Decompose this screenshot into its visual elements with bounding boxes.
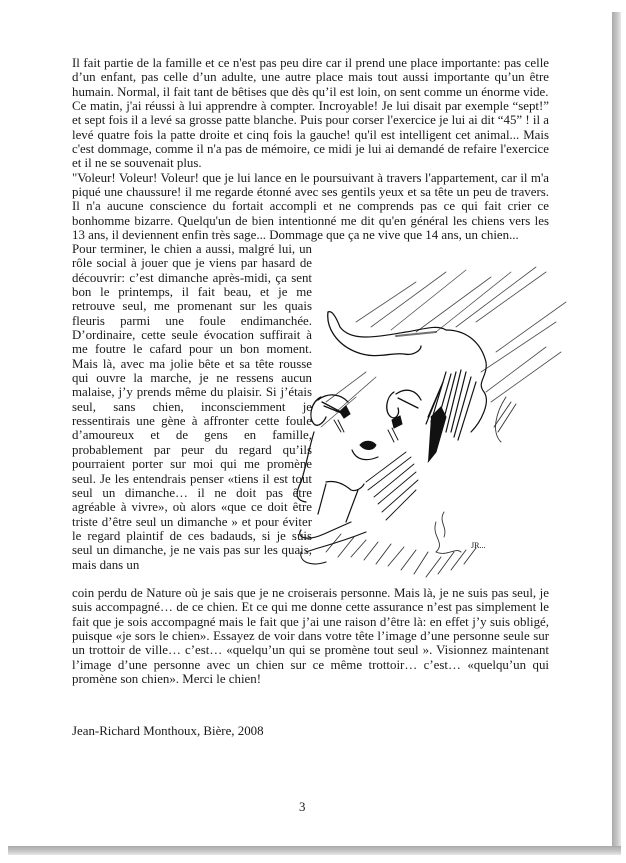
paragraph-family: Il fait partie de la famille et ce n'est pas peu dire car il prend une place importante: pas celle d’un enfant, pas celle d’un adulte, une autre place mais tout aussi importante qu’un être humain. Normal, il fait tant de bêtises que dès qu’il est loin, on sent comme un énorme vide. <box>72 56 549 99</box>
body-text-wrapped <box>72 242 312 572</box>
author-signature: Jean-Richard Monthoux, Bière, 2008 <box>72 724 264 738</box>
speed-lines-icon <box>321 267 566 427</box>
body-text-bottom <box>72 586 549 686</box>
page-shadow-right <box>612 12 621 855</box>
page-shadow-bottom <box>8 846 621 855</box>
paragraph-continued: coin perdu de Nature où je sais que je ne croiserais personne. Mais là, je ne suis pas seul, je suis accompagné… de ce chien. Et ce qui me donne cette assurance n’est pas simplement le fait que je sois accompagné mais le fait que j’ai une raison d’être là: en effet j’y suis obligé, puisque «je sors le chien». Essayez de voir dans votre tête l’image d’une personne seule sur un trottoir de ville… c’est… «quelqu’un qui se promène tout seul ». Visionnez maintenant l’image d’une personne avec un chien sur ce même trottoir… c’est… «quelqu’un qui promène son chien». Merci le chien! <box>72 586 549 687</box>
body-text-top <box>72 56 549 242</box>
nose-icon <box>360 441 376 449</box>
ground-scribble-icon <box>326 397 516 577</box>
ear-icon <box>311 390 421 425</box>
paragraph-social-role: Pour terminer, le chien a aussi, malgré lui, un rôle social à jouer que je viens par hasard de découvrir: c’est dimanche après-midi, ça sent bon le printemps, il fait beau, et je me retrouve seul, me promenant sur les quais fleuris parmi une foule endimanchée. D’ordinaire, cette seule évocation suffirait à me foutre le cafard pour un bon moment. Mais là, avec ma jolie bête et sa tête rousse qui ouvre la marche, je ne ressens aucun malaise, j’y prends même du plaisir. Si j’étais seul, sans chien, inconsciemment je ressentirais une gène à affronter cette foule d’amoureux et de gens en famille, probablement par peur du regard qu’ils pourraient porter sur moi qui me promène seul. Je les entendrais penser «tiens il est tout seul un dimanche… il ne doit pas être agréable à vivre», où alors «que ce doit être triste d’être seul un dimanche » et pour éviter le regard plaintif de ces badauds, si je suis seul un dimanche, je ne vais pas sur les quais, mais dans un <box>72 242 312 572</box>
paragraph-thief: "Voleur! Voleur! Voleur! que je lui lance en le poursuivant à travers l'appartement, car il m'a piqué une chaussure! il me regarde étonné avec ses gentils yeux et sa tête un peu de travers. Il n'a aucune conscience du fortait accompli et ne comprends pas ce qui fait crier ce bonhomme bizarre. Quelqu'un de bien intentionné me dit qu'en général les chiens vers les 13 ans, il deviennent enfin très sage... Dommage que ça ne vive que 14 ans, un chien... <box>72 170 549 243</box>
eye-left-icon <box>340 406 350 418</box>
dog-sketch-illustration <box>296 252 586 587</box>
paragraph-counting: Ce matin, j'ai réussi à lui apprendre à compter. Incroyable! Je lui disait par exemple “sept!” et sept fois il a levé sa grosse patte blanche. Puis pour corser l'exercice je lui ai dit “45” ! il a levé quatre fois la patte droite et cinq fois la gauche! qu'il est intelligent cet animal... Mais c'est dommage, comme il n'a pas de mémoire, ce midi je lui ai demandé de refaire l'exercice et il ne se souvenait plus. <box>72 99 549 171</box>
artist-initials: JR... <box>471 541 486 550</box>
page-number: 3 <box>299 800 306 814</box>
